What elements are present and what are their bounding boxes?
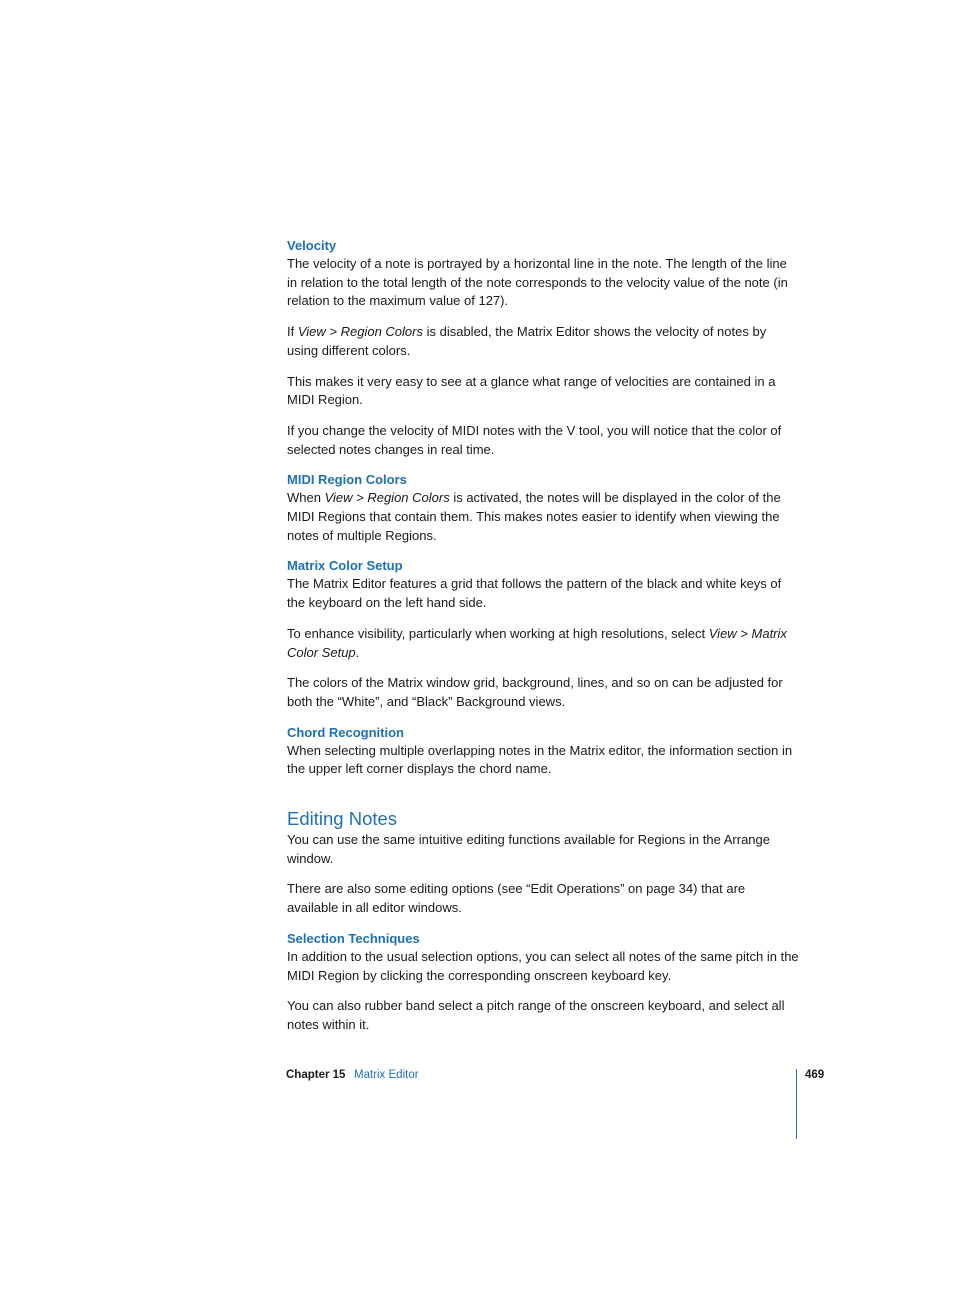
menu-path: View > Matrix Color Setup <box>287 625 787 660</box>
paragraph: When selecting multiple overlapping notes in the Matrix editor, the information section in the upper left corner displays the chord name. <box>287 742 793 777</box>
subheading: Velocity <box>287 238 337 253</box>
menu-path: View > Region Colors <box>297 324 423 340</box>
paragraph: If you change the velocity of MIDI notes with the V tool, you will notice that the color of selected notes changes in real time. <box>287 422 782 457</box>
paragraph <box>287 323 799 360</box>
paragraph: You can also rubber band select a pitch range of the onscreen keyboard, and select all notes within it. <box>287 998 785 1032</box>
text-run: If <box>287 324 298 340</box>
subheading: MIDI Region Colors <box>287 472 407 488</box>
subheading: Selection Techniques <box>287 930 420 946</box>
text-run: . <box>355 644 360 660</box>
paragraph: There are also some editing options (see “Edit Operations” on page 34) that are available in all editor windows. <box>287 881 746 916</box>
paragraph: The colors of the Matrix window grid, background, lines, and so on can be adjusted for both the “White”, and “Black” Background views. <box>287 675 783 709</box>
page-number: 469 <box>805 1069 825 1081</box>
paragraph: This makes it very easy to see at a glance what range of velocities are contained in a MIDI Region. <box>287 373 776 408</box>
paragraph: In addition to the usual selection options, you can select all notes of the same pitch in the MIDI Region by clicking the corresponding onscreen keyboard key. <box>287 948 799 983</box>
chapter-label: Chapter 15 <box>286 1069 346 1081</box>
text-run: is activated, the notes will be displayed in the color of the MIDI Regions that contain them. This makes notes easier to identify when viewing the notes of multiple Regions. <box>287 490 781 543</box>
paragraph: The velocity of a note is portrayed by a horizontal line in the note. The length of the line in relation to the total length of the note corresponds to the velocity value of the note (in relation to the maximum value of 127). <box>287 256 788 309</box>
paragraph <box>287 489 799 545</box>
page-footer <box>286 1069 826 1089</box>
subheading: Chord Recognition <box>287 724 404 740</box>
page-content <box>287 237 799 1047</box>
text-run: To enhance visibility, particularly when working at high resolutions, select <box>287 625 709 641</box>
subheading: Matrix Color Setup <box>287 558 403 574</box>
menu-path: View > Region Colors <box>324 490 450 506</box>
paragraph: You can use the same intuitive editing functions available for Regions in the Arrange window. <box>287 832 770 866</box>
footer-rule <box>796 1069 797 1139</box>
paragraph: The Matrix Editor features a grid that follows the pattern of the black and white keys of the keyboard on the left hand side. <box>287 576 782 611</box>
text-run: When <box>287 490 325 506</box>
section-heading: Editing Notes <box>287 808 398 830</box>
chapter-title: Matrix Editor <box>354 1069 419 1081</box>
paragraph <box>287 625 799 662</box>
text-run: is disabled, the Matrix Editor shows the velocity of notes by using different colors. <box>287 324 767 358</box>
